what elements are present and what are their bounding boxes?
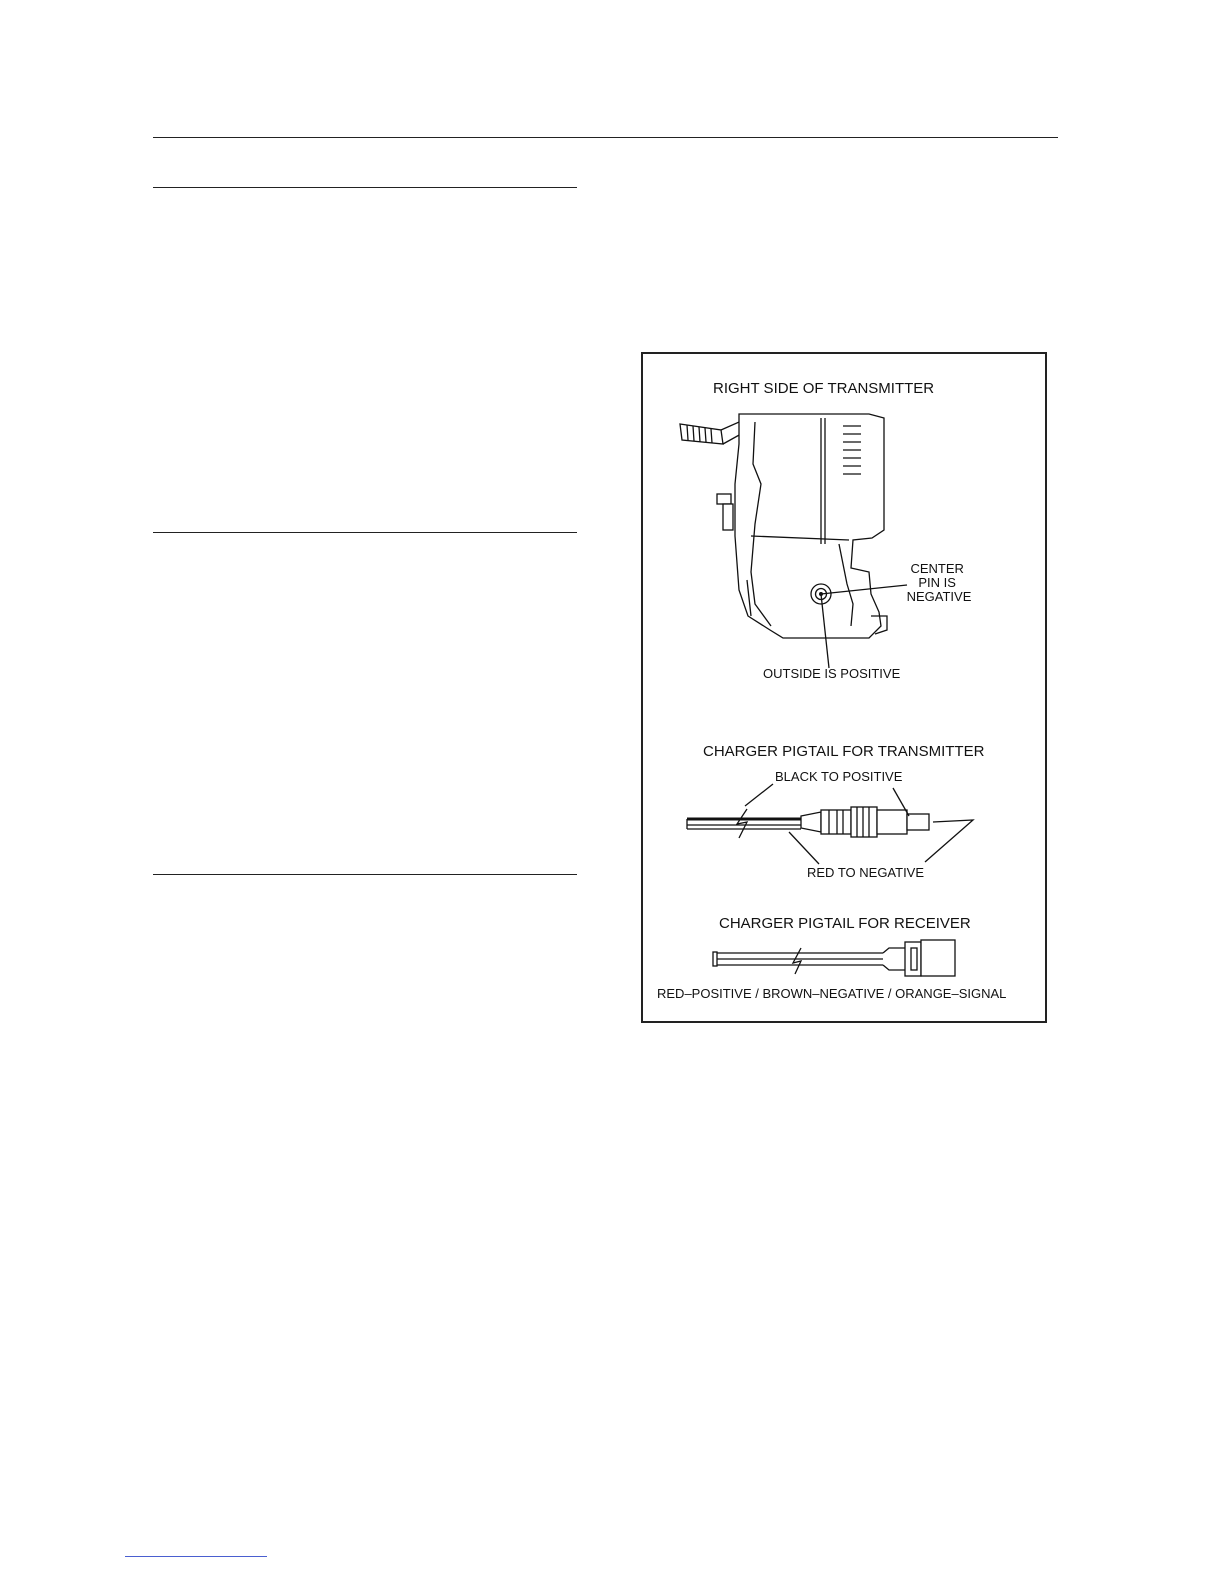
tx-pigtail-heading: CHARGER PIGTAIL FOR TRANSMITTER: [703, 743, 985, 760]
center-pin-line-2: PIN IS: [918, 575, 956, 590]
receiver-wire-legend: RED–POSITIVE / BROWN–NEGATIVE / ORANGE–SIGNAL: [657, 986, 1007, 1001]
center-pin-line-1: CENTER: [910, 561, 964, 576]
outside-positive-label: OUTSIDE IS POSITIVE: [763, 666, 901, 681]
charging-diagram-figure: [641, 352, 1047, 1023]
section-rule: [153, 532, 577, 533]
center-pin-label: [907, 561, 972, 604]
charging-diagram: [643, 354, 1049, 1025]
black-to-positive-label: BLACK TO POSITIVE: [775, 769, 903, 784]
transmitter-drawing: [680, 414, 907, 668]
section-rule: [153, 874, 577, 875]
transmitter-heading: RIGHT SIDE OF TRANSMITTER: [713, 380, 935, 397]
center-pin-line-3: NEGATIVE: [906, 589, 972, 604]
wire-break-icon: [737, 809, 747, 838]
section-rule: [153, 187, 577, 188]
wire-break-icon: [793, 948, 801, 974]
header-rule: [153, 137, 1058, 138]
red-to-negative-label: RED TO NEGATIVE: [807, 865, 925, 880]
antenna-icon: [680, 422, 741, 444]
receiver-pigtail-drawing: [713, 940, 955, 976]
rx-pigtail-heading: CHARGER PIGTAIL FOR RECEIVER: [719, 915, 971, 932]
footer-link-underline[interactable]: [125, 1556, 267, 1557]
transmitter-pigtail-drawing: [687, 784, 973, 864]
